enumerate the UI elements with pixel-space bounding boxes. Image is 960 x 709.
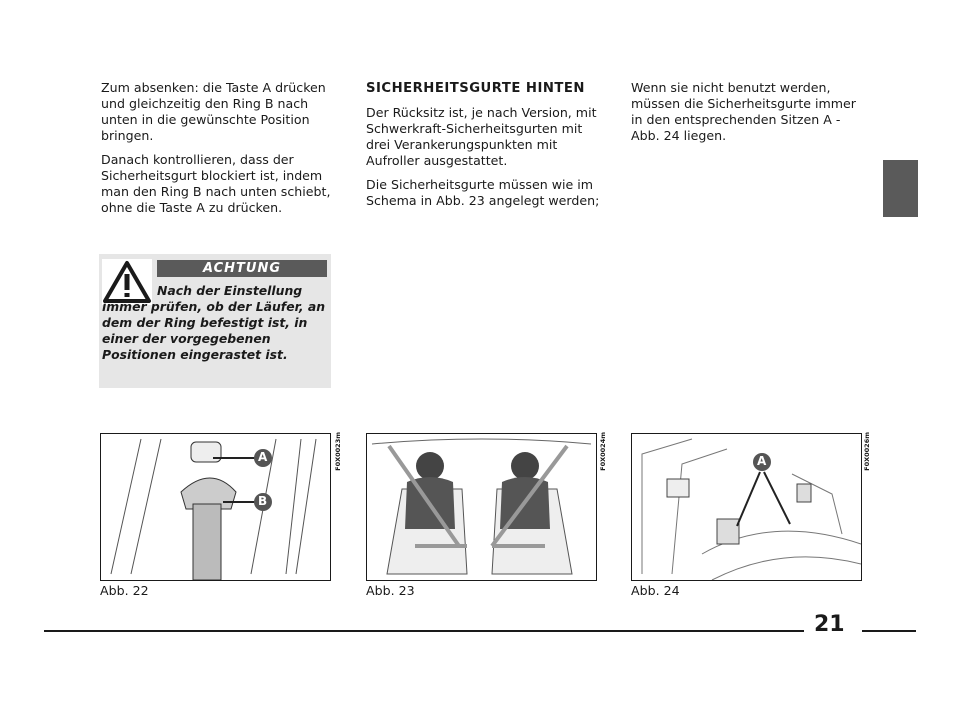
warning-title: ACHTUNG: [157, 260, 327, 277]
warning-box: [99, 254, 331, 388]
paragraph: Die Sicherheitsgurte müssen wie im Schema in Abb. 23 angelegt werden;: [366, 177, 600, 208]
figure-rear-seat-belts: [366, 433, 597, 581]
paragraph: Der Rücksitz ist, je nach Version, mit Schwerkraft-Sicherheitsgurten mit drei Verankerungspunkten mit Aufroller ausgestattet.: [366, 105, 597, 168]
figure-caption: Abb. 24: [631, 583, 680, 598]
paragraph: Danach kontrollieren, dass der Sicherheitsgurt blockiert ist, indem man den Ring B nach unten schiebt, ohne die Taste A zu drücken.: [101, 152, 331, 215]
footer-rule-right: [862, 630, 916, 632]
text-column-1: [101, 80, 333, 224]
text-column-2: [366, 80, 602, 217]
chapter-tab-marker: [883, 160, 918, 217]
figure-label: A: [258, 450, 268, 464]
figure-label: B: [258, 494, 268, 508]
page-number: 21: [814, 612, 845, 637]
section-heading: SICHERHEITSGURTE HINTEN: [366, 81, 585, 96]
figure-caption: Abb. 23: [366, 583, 415, 598]
text-column-3: [631, 80, 867, 152]
warning-text: Nach der Einstellung immer prüfen, ob der Läufer, an dem der Ring befestigt ist, in einer der vorgegebenen Positionen eingerastet ist.: [102, 283, 326, 362]
paragraph: Wenn sie nicht benutzt werden, müssen die Sicherheitsgurte immer in den entsprechenden Sitzen A - Abb. 24 liegen.: [631, 80, 856, 143]
figure-caption: Abb. 22: [100, 583, 149, 598]
figure-code: F0X0024m: [599, 432, 607, 471]
figure-belts-in-seats: [631, 433, 862, 581]
figure-label: A: [757, 454, 767, 468]
figure-belt-height-adjuster: [100, 433, 331, 581]
figure-code: F0X0026m: [863, 432, 871, 471]
paragraph: Zum absenken: die Taste A drücken und gleichzeitig den Ring B nach unten in die gewünschte Position bringen.: [101, 80, 326, 143]
figure-code: F0X0023m: [334, 432, 342, 471]
footer-rule-left: [44, 630, 804, 632]
